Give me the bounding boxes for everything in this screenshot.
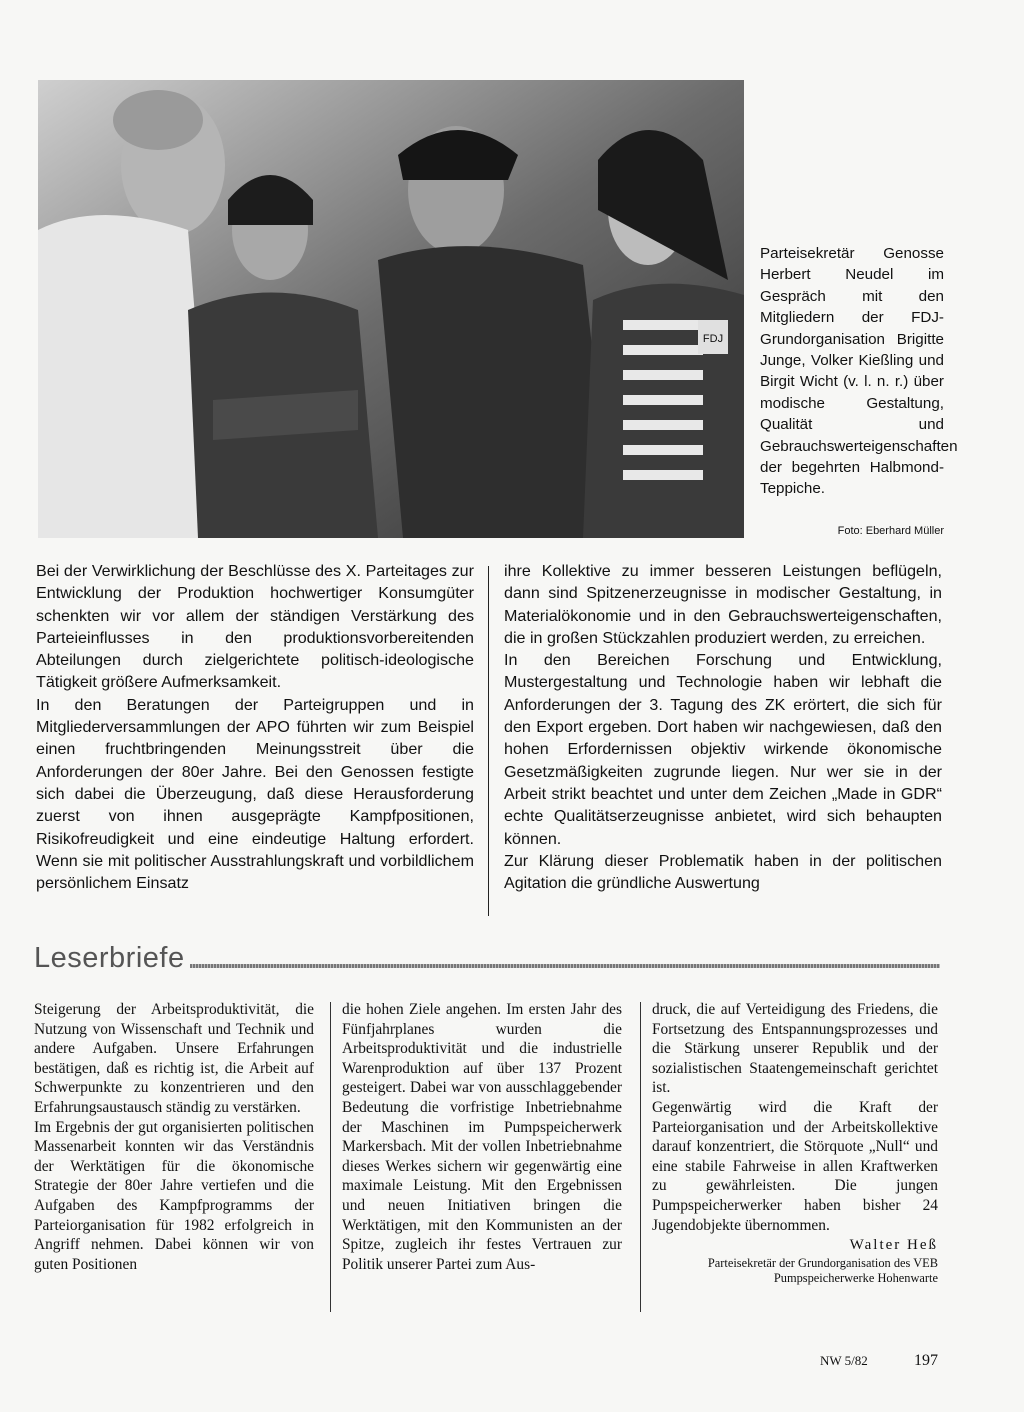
letters-column-1 (34, 1000, 314, 1274)
letters-column-2 (342, 1000, 622, 1274)
article-column-right (504, 560, 942, 894)
letter-paragraph: Steigerung der Arbeitsproduktivität, die Nutzung von Wissenschaft und Technik und andere Aufgaben. Unsere Erfahrungen bestätigen, daß es richtig ist, die Arbeit auf Schwerpunkte zu konzentrieren und den Erfahrungsaustausch ständig zu verstärken. (34, 1001, 314, 1116)
column-divider (640, 1002, 641, 1312)
article-paragraph: ihre Kollektive zu immer besseren Leistungen beflügeln, dann sind Spitzenerzeugnisse in modischer Gestaltung, in Materialökonomie und in den Gebrauchswerteigenschaften, die in großen Stückzahlen produziert werden, zu erreichen. (504, 562, 942, 647)
page-footer (820, 1352, 938, 1370)
column-divider (488, 566, 489, 916)
article-photo (38, 80, 744, 538)
letter-signature: Walter Heß (849, 1237, 938, 1254)
letter-paragraph: druck, die auf Verteidigung des Friedens, die Fortsetzung des Entspannungsprozesses und die Stärkung unserer Republik und der sozialistischen Staatengemeinschaft gerichtet ist. (652, 1001, 938, 1097)
photo-credit: Foto: Eberhard Müller (837, 525, 944, 537)
heading-rule (190, 964, 940, 968)
article-paragraph: Zur Klärung dieser Problematik haben in der politischen Agitation die gründliche Auswertung (504, 851, 942, 893)
letters-heading: Leserbriefe (34, 942, 185, 974)
photo-caption: Parteisekretär Genosse Herbert Neudel im Gespräch mit den Mitgliedern der FDJ-Grundorganisation Brigitte Junge, Volker Kießling und Birgit Wicht (v. l. n. r.) über modische Gestaltung, Qualität und Gebrauchswerteigenschaften der begehrten Halbmond-Teppiche. (760, 245, 958, 498)
photo-image (38, 80, 744, 538)
letter-paragraph: die hohen Ziele angehen. Im ersten Jahr des Fünfjahrplanes wurden die Arbeitsproduktivität und die industrielle Warenproduktion auf über 137 Prozent gesteigert. Dabei war von ausschlaggebender Bedeutung die vorfristige Inbetriebnahme der Maschinen im Pumpspeicherwerk Markersbach. Mit der vollen Inbetriebnahme dieses Werkes sichern wir gegenwärtig eine maximale Leistung. Mit den Ergebnissen und neuen Initiativen bringen die Werktätigen, mit den Kommunisten an der Spitze, zugleich ihr festes Vertrauen zur Politik unserer Partei zum Aus- (342, 1001, 622, 1273)
signature-role: Parteisekretär der Grundorganisation des VEB Pumpspeicherwerke Hohenwarte (707, 1255, 938, 1286)
letters-section-header (34, 942, 940, 982)
letter-paragraph: Im Ergebnis der gut organisierten politischen Massenarbeit konnten wir das Verständnis der Werktätigen für die ökonomische Strategie der 80er Jahre vertiefen und die Aufgaben des Kampfprogramms der Parteiorganisation für 1982 erfolgreich in Angriff nehmen. Dabei können wir von guten Positionen (34, 1118, 314, 1273)
issue-label: NW 5/82 (820, 1353, 868, 1368)
article-column-left (36, 560, 474, 894)
page-number: 197 (914, 1352, 938, 1369)
article-paragraph: Bei der Verwirklichung der Beschlüsse des X. Parteitages zur Entwicklung der Produktion hochwertiger Konsumgüter schenkten wir vor allem der ständigen Verstärkung des Parteieinflusses in den produktionsvorbereitenden Abteilungen durch zielgerichtete politisch-ideologische Tätigkeit größere Aufmerksamkeit. (36, 562, 474, 692)
letter-paragraph: Gegenwärtig wird die Kraft der Parteiorganisation und der Arbeitskollektive darauf konzentriert, die Störquote „Null“ und eine stabile Fahrweise in allen Kraftwerken zu gewährleisten. Die jungen Pumpspeicherwerker haben bisher 24 Jugendobjekte übernommen. (652, 1098, 938, 1234)
fdj-badge-text: FDJ (702, 333, 724, 345)
article-paragraph: In den Bereichen Forschung und Entwicklung, Mustergestaltung und Technologie haben wir lebhaft die Anforderungen der 3. Tagung des ZK erörtert, die sich für den Export ergeben. Dort haben wir nachgewiesen, daß den hohen Erfordernissen objektiv wirkende ökonomische Gesetzmäßigkeiten zugrunde liegen. Nur wer sie in der Arbeit strikt beachtet und unter dem Zeichen „Made in GDR“ echte Qualitätserzeugnisse anbietet, wird sich behaupten können. (504, 651, 942, 848)
letters-column-3 (652, 1000, 938, 1287)
article-paragraph: In den Beratungen der Parteigruppen und in Mitgliederversammlungen der APO führten wir zum Beispiel einen fruchtbringenden Meinungsstreit über die Anforderungen der 80er Jahre. Bei den Genossen festigte sich dabei die Überzeugung, daß diese Herausforderung zuerst von ihnen ausgeprägte Kampfpositionen, Risikofreudigkeit und eine eindeutige Haltung erfordert. Wenn sie mit politischer Ausstrahlungskraft und vorbildlichem persönlichem Einsatz (36, 695, 474, 893)
column-divider (330, 1002, 331, 1312)
